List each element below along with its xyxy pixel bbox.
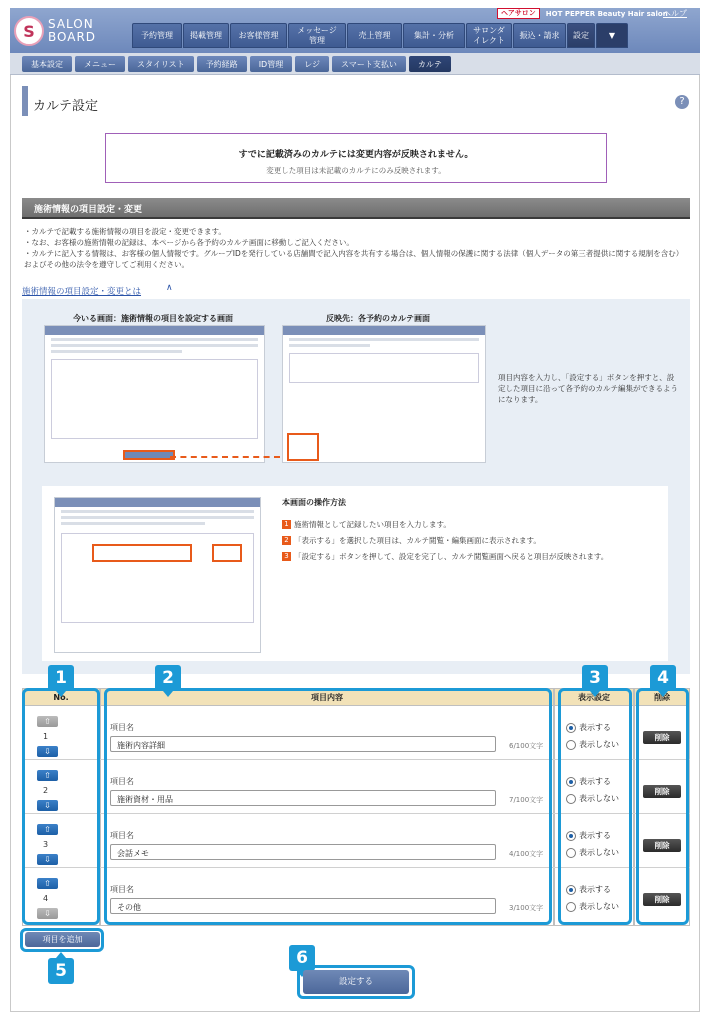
callout-badge-4: 4 bbox=[650, 665, 676, 691]
guide-toggle-link[interactable]: 施術情報の項目設定・変更とは bbox=[22, 287, 142, 297]
salon-board-logo[interactable]: S SALON BOARD bbox=[14, 12, 130, 50]
chevron-up-icon[interactable]: ∧ bbox=[166, 283, 173, 293]
guide-explain: 項目内容を入力し、「設定する」ボタンを押すと、設定した項目に沿って各予約のカルテ編集ができるようになります。 bbox=[498, 373, 678, 404]
nav-message[interactable]: メッセージ管理 bbox=[288, 23, 346, 48]
screenshot-karte-thumbnail bbox=[282, 325, 486, 463]
subtab-stylist[interactable]: スタイリスト bbox=[128, 56, 194, 72]
subtab-karte[interactable]: カルテ bbox=[409, 56, 451, 72]
radio-show[interactable]: 表示する bbox=[566, 830, 611, 841]
move-down-button[interactable]: ⇩ bbox=[37, 746, 58, 757]
move-up-button[interactable]: ⇧ bbox=[37, 878, 58, 889]
callout-badge-1: 1 bbox=[48, 665, 74, 691]
item-name-input[interactable]: 施術資材・用品 bbox=[110, 790, 496, 806]
title-accent bbox=[22, 86, 28, 116]
howto-step-2: 2 「表示する」を選択した項目は、カルテ閲覧・編集画面に表示されます。 bbox=[282, 535, 541, 546]
col-delete: 削除 bbox=[634, 688, 690, 926]
triangle-down-icon: ▼ bbox=[608, 30, 616, 40]
nav-listing[interactable]: 掲載管理 bbox=[183, 23, 229, 48]
item-name-input[interactable]: その他 bbox=[110, 898, 496, 914]
subtab-register[interactable]: レジ bbox=[295, 56, 329, 72]
callout-badge-2: 2 bbox=[155, 665, 181, 691]
nav-customer[interactable]: お客様管理 bbox=[230, 23, 287, 48]
radio-show[interactable]: 表示する bbox=[566, 776, 611, 787]
section-description: ・カルテで記載する施術情報の項目を設定・変更できます。 ・なお、お客様の施術情報の記録は、本ページから各予約のカルテ画面に移動しご記入ください。 ・カルテに記入する情報は、お客様の個人情報です。グループIDを発行している店舗間で記入内容を共有する場合は、個人情報の保護に関する法律（個人データの第三者提供に関する規制を含む）およびその他の法令を遵守してご利用ください。 bbox=[24, 227, 684, 269]
subtab-basic[interactable]: 基本設定 bbox=[22, 56, 72, 72]
move-up-button[interactable]: ⇧ bbox=[37, 716, 58, 727]
subtab-menu[interactable]: メニュー bbox=[75, 56, 125, 72]
nav-settings[interactable]: 設定 bbox=[567, 23, 595, 48]
screenshot-settings-thumbnail bbox=[44, 325, 265, 463]
radio-show[interactable]: 表示する bbox=[566, 884, 611, 895]
sub-nav bbox=[10, 53, 700, 75]
radio-hide[interactable]: 表示しない bbox=[566, 901, 619, 912]
subtab-id[interactable]: ID管理 bbox=[250, 56, 293, 72]
notice-box: すでに記載済みのカルテには変更内容が反映されません。 変更した項目は未記載のカルテにのみ反映されます。 bbox=[105, 133, 607, 183]
nav-salon-direct[interactable]: サロンダイレクト bbox=[466, 23, 512, 48]
logo-mark-icon: S bbox=[14, 16, 44, 46]
item-name-input[interactable]: 会話メモ bbox=[110, 844, 496, 860]
callout-badge-3: 3 bbox=[582, 665, 608, 691]
radio-hide[interactable]: 表示しない bbox=[566, 739, 619, 750]
move-up-button[interactable]: ⇧ bbox=[37, 770, 58, 781]
move-up-button[interactable]: ⇧ bbox=[37, 824, 58, 835]
delete-button[interactable]: 削除 bbox=[643, 731, 681, 744]
page-title: カルテ設定 bbox=[33, 99, 99, 114]
help-icon[interactable]: ? bbox=[675, 95, 689, 109]
help-link[interactable]: ヘルプ bbox=[663, 9, 687, 18]
howto-step-1: 1 施術情報として記録したい項目を入力します。 bbox=[282, 519, 451, 530]
add-item-button[interactable]: 項目を追加 bbox=[25, 932, 100, 947]
guide-caption-reflect: 反映先：各予約のカルテ画面 bbox=[326, 314, 430, 323]
nav-dropdown[interactable] bbox=[596, 23, 628, 48]
callout-badge-6: 6 bbox=[289, 945, 315, 971]
submit-button[interactable]: 設定する bbox=[303, 970, 409, 994]
subtab-smart-pay[interactable]: スマート支払い bbox=[332, 56, 406, 72]
delete-button[interactable]: 削除 bbox=[643, 893, 681, 906]
subtab-route[interactable]: 予約経路 bbox=[197, 56, 247, 72]
howto-step-3: 3 「設定する」ボタンを押して、設定を完了し、カルテ閲覧画面へ戻ると項目が反映されます。 bbox=[282, 551, 608, 562]
howto-title: 本画面の操作方法 bbox=[282, 498, 346, 507]
callout-box-2 bbox=[104, 688, 552, 925]
main-nav bbox=[132, 23, 628, 48]
arrow-dashed bbox=[170, 456, 280, 458]
move-down-button[interactable]: ⇩ bbox=[37, 908, 58, 919]
hair-salon-badge: ヘアサロン bbox=[497, 8, 540, 19]
radio-hide[interactable]: 表示しない bbox=[566, 847, 619, 858]
radio-hide[interactable]: 表示しない bbox=[566, 793, 619, 804]
item-name-input[interactable]: 施術内容詳細 bbox=[110, 736, 496, 752]
callout-box-1 bbox=[22, 688, 100, 925]
move-down-button[interactable]: ⇩ bbox=[37, 800, 58, 811]
hotpepper-link[interactable]: ヘアサロン HOT PEPPER Beauty Hair salon bbox=[497, 8, 668, 19]
callout-badge-5: 5 bbox=[48, 958, 74, 984]
callout-box-3 bbox=[558, 688, 632, 925]
delete-button[interactable]: 削除 bbox=[643, 785, 681, 798]
col-display: 表示設定 bbox=[554, 688, 634, 926]
nav-reservation[interactable]: 予約管理 bbox=[132, 23, 182, 48]
col-item: 項目内容 bbox=[100, 688, 554, 926]
nav-billing[interactable]: 振込・請求 bbox=[513, 23, 566, 48]
callout-box-4 bbox=[636, 688, 689, 925]
col-no: No. bbox=[22, 688, 100, 926]
radio-show[interactable]: 表示する bbox=[566, 722, 611, 733]
section-divider bbox=[22, 217, 690, 219]
guide-caption-current: 今いる画面：施術情報の項目を設定する画面 bbox=[73, 314, 233, 323]
delete-button[interactable]: 削除 bbox=[643, 839, 681, 852]
nav-analysis[interactable]: 集計・分析 bbox=[403, 23, 465, 48]
section-title: 施術情報の項目設定・変更 bbox=[22, 198, 690, 217]
move-down-button[interactable]: ⇩ bbox=[37, 854, 58, 865]
screenshot-howto-thumbnail bbox=[54, 497, 261, 653]
nav-sales[interactable]: 売上管理 bbox=[347, 23, 402, 48]
